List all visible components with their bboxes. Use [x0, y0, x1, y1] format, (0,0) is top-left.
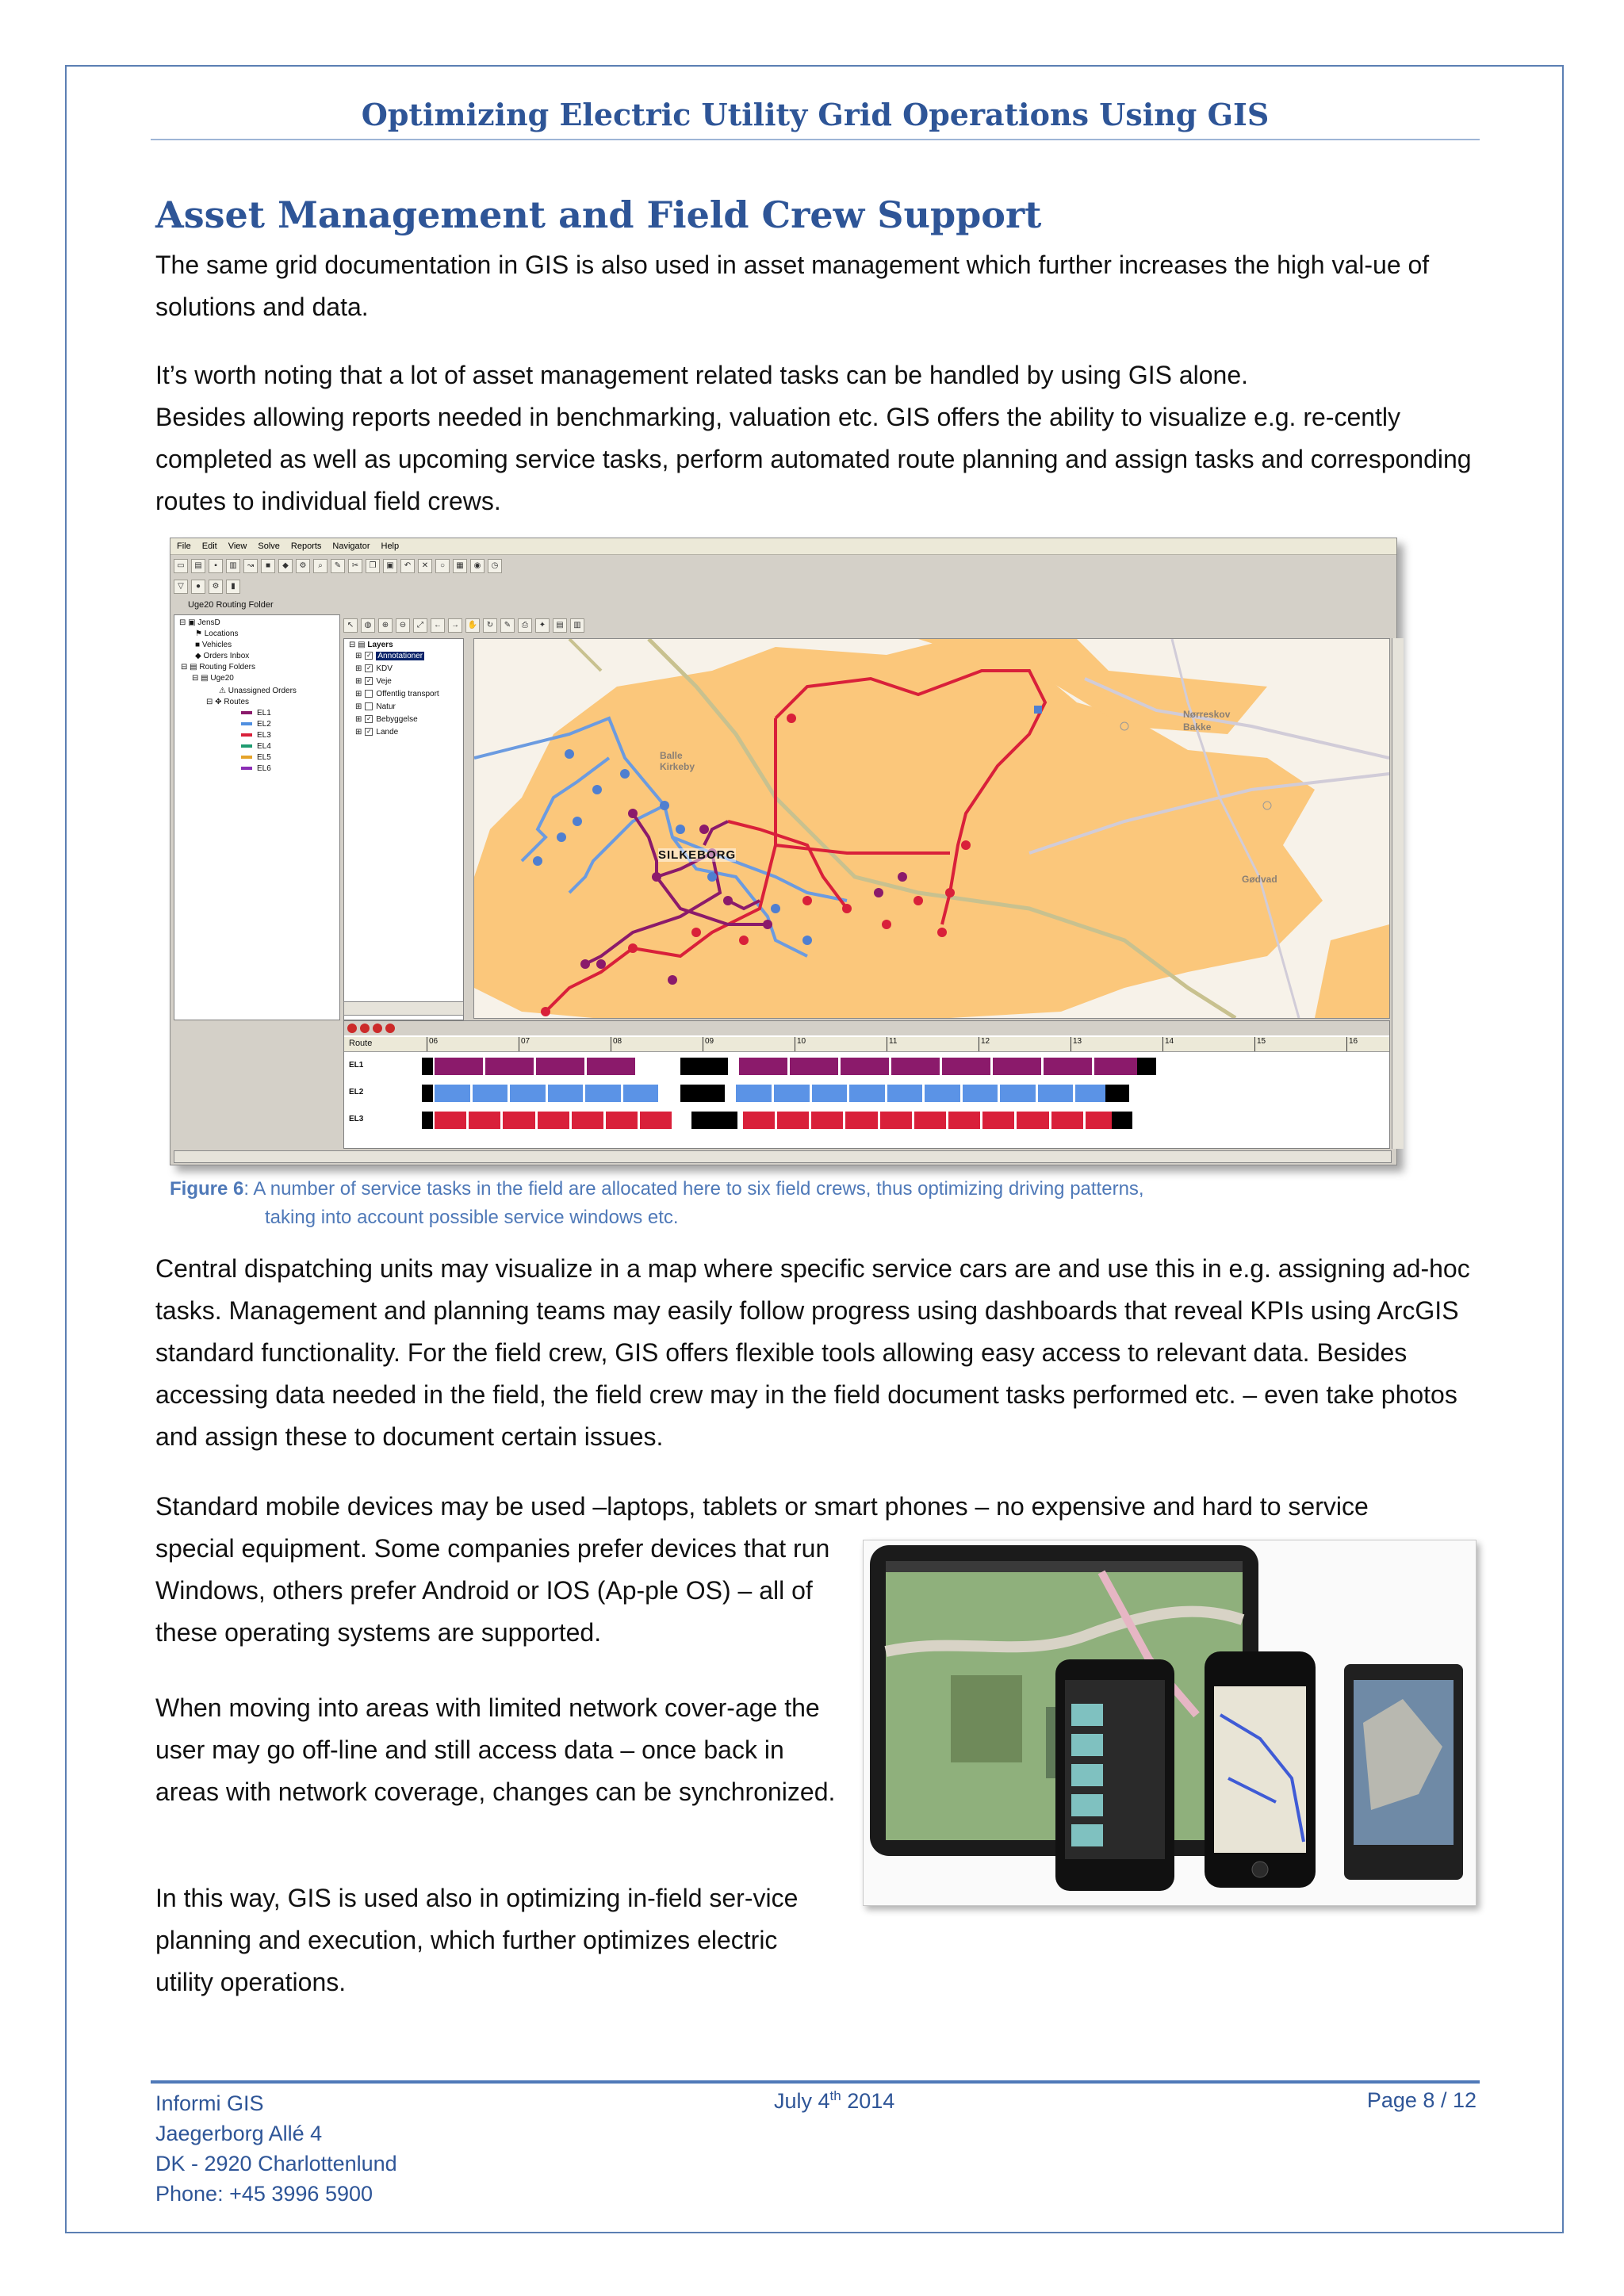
paragraph-7: In this way, GIS is used also in optimizing in-field ser-vice planning and execution, which further optimizes electric utility operations.	[155, 1884, 799, 1996]
paragraph-4: Standard mobile devices may be used –laptops, tablets or smart phones – no expensive and hard to service	[155, 1492, 1369, 1521]
new-icon[interactable]: ▭	[174, 559, 188, 573]
full-extent-icon[interactable]: ⤢	[413, 618, 427, 633]
gantt-service-block[interactable]	[587, 1058, 635, 1075]
gantt-row-label-el1: EL1	[349, 1061, 364, 1070]
footer-rule	[151, 2080, 1480, 2084]
stop-el3	[945, 888, 955, 897]
layer-checkbox[interactable]: ✓	[366, 728, 372, 736]
stop-el1	[723, 896, 733, 905]
gantt-service-block[interactable]	[536, 1058, 584, 1075]
layer-checkbox[interactable]: ✓	[366, 652, 372, 660]
stop-el3	[882, 920, 891, 929]
tree-route-el2[interactable]	[241, 720, 271, 729]
map-label-norreskov: Nørreskov	[1183, 709, 1231, 720]
gis-routing-app-screenshot	[170, 538, 1397, 1165]
layer-offentlig-transport[interactable]: ⊞ Offentlig transport	[355, 690, 439, 698]
gantt-service-block[interactable]	[812, 1085, 848, 1102]
stop-el3	[787, 714, 796, 723]
android-list-thumb	[1071, 1794, 1103, 1816]
route-map-view[interactable]	[473, 638, 1390, 1019]
stop-icon[interactable]: ◉	[470, 559, 485, 573]
gantt-service-block[interactable]	[585, 1085, 621, 1102]
gantt-hour-tick: 08	[611, 1037, 622, 1051]
open-icon[interactable]: ▤	[191, 559, 205, 573]
copy-icon[interactable]: ❐	[366, 559, 380, 573]
paragraph-2	[155, 354, 1478, 522]
gantt-service-block[interactable]	[1094, 1058, 1143, 1075]
gantt-service-block[interactable]	[1051, 1112, 1083, 1129]
map-toolbar	[343, 616, 1390, 635]
gantt-service-block[interactable]	[891, 1058, 940, 1075]
iphone-home-button	[1252, 1862, 1268, 1877]
tree-route-el4[interactable]	[241, 742, 271, 751]
layer-kdv-label: KDV	[376, 664, 393, 673]
stop-el3	[961, 840, 971, 850]
gantt-record-icon[interactable]	[385, 1024, 395, 1033]
stop-el2	[802, 936, 812, 945]
tree-route-el6[interactable]	[241, 764, 271, 773]
gantt-record-icon[interactable]	[373, 1024, 382, 1033]
vehicle-icon[interactable]: ■	[261, 559, 275, 573]
save-icon[interactable]: ▪	[209, 559, 223, 573]
gantt-service-block[interactable]	[548, 1085, 584, 1102]
footer-date-prefix: July 4	[774, 2089, 830, 2113]
map-label-godvad: Gødvad	[1242, 874, 1277, 885]
circle-icon[interactable]: ○	[435, 559, 450, 573]
layer-offentlig-label: Offentlig transport	[376, 690, 439, 698]
layers-panel	[343, 638, 464, 1020]
settings-icon[interactable]: ⚙	[209, 580, 223, 594]
gantt-toolbar	[344, 1021, 1389, 1035]
layers-title-label: Layers	[367, 641, 393, 649]
find-icon[interactable]: ⌕	[313, 559, 327, 573]
routing-folder-label: Uge20 Routing Folder	[188, 600, 274, 610]
tablet-status-bar	[886, 1561, 1243, 1572]
android-list-thumb	[1071, 1734, 1103, 1756]
tree-locations-label: Locations	[204, 629, 239, 638]
menu-file[interactable]: File	[177, 541, 191, 551]
route-icon[interactable]: ↝	[243, 559, 258, 573]
order-icon[interactable]: ◆	[278, 559, 293, 573]
layer-annotationer[interactable]: ⊞ ✓ Annotationer	[355, 652, 423, 660]
figure-caption-line-2: taking into account possible service windows etc.	[265, 1207, 679, 1228]
gantt-header	[344, 1037, 1389, 1052]
layer-natur[interactable]: ⊞ Natur	[355, 702, 396, 711]
gantt-service-block[interactable]	[942, 1058, 990, 1075]
layer-annotationer-label: Annotationer	[377, 652, 423, 660]
gantt-service-block[interactable]	[485, 1058, 534, 1075]
report-icon[interactable]: ▥	[570, 618, 584, 633]
route-el5-swatch	[241, 756, 252, 759]
route-el4-swatch	[241, 744, 252, 748]
gantt-service-block[interactable]	[538, 1112, 569, 1129]
gantt-service-block[interactable]	[774, 1085, 810, 1102]
stop-el1	[874, 888, 883, 897]
back-icon[interactable]: ←	[431, 618, 445, 633]
layer-checkbox[interactable]	[365, 690, 373, 698]
gantt-service-block[interactable]	[469, 1112, 500, 1129]
gantt-row-label-el2: EL2	[349, 1088, 364, 1096]
tools-icon[interactable]: ✎	[331, 559, 345, 573]
layer-lande-label: Lande	[376, 728, 399, 737]
stop-el3	[541, 1007, 550, 1016]
gantt-row-label-el3: EL3	[349, 1115, 364, 1123]
stop-el1	[628, 809, 638, 818]
gantt-service-block[interactable]	[887, 1085, 923, 1102]
layer-checkbox[interactable]: ✓	[366, 677, 372, 685]
tablet-map-block	[951, 1675, 1022, 1762]
gantt-hour-tick: 10	[795, 1037, 806, 1051]
folder-icon[interactable]: ▥	[226, 559, 240, 573]
figure-caption	[170, 1175, 1407, 1232]
delete-icon[interactable]: ✕	[418, 559, 432, 573]
tree-routing-folders[interactable]: ⊟ ▤ Routing Folders	[181, 663, 255, 672]
document-header-title: Optimizing Electric Utility Grid Operations Using GIS	[361, 97, 1270, 132]
gantt-service-block[interactable]	[743, 1112, 775, 1129]
menu-solve[interactable]: Solve	[258, 541, 280, 551]
select-arrow-icon[interactable]: ↖	[343, 618, 358, 633]
figure-caption-line-1: : A number of service tasks in the field are allocated here to six field crews, thus optimizing driving patterns,	[243, 1178, 1144, 1200]
layer-veje-label: Veje	[376, 677, 392, 686]
stop-el2	[565, 749, 574, 759]
footer-city: DK - 2920 Charlottenlund	[155, 2152, 397, 2175]
stop-el2	[573, 817, 582, 826]
route-el1-swatch	[241, 711, 252, 714]
layer-kdv[interactable]: ⊞ ✓ KDV	[355, 664, 393, 673]
gantt-end-block[interactable]	[1112, 1112, 1132, 1129]
paste-icon[interactable]: ▣	[383, 559, 397, 573]
map-label-balle: Balle	[660, 750, 683, 761]
route-el2-swatch	[241, 722, 252, 725]
stop-el3	[628, 943, 638, 953]
gantt-hour-tick: 06	[427, 1037, 438, 1051]
gantt-service-block[interactable]	[1044, 1058, 1092, 1075]
marker-icon[interactable]: ✦	[535, 618, 550, 633]
map-canvas	[474, 639, 1389, 1018]
stop-el3	[739, 936, 749, 945]
app-menubar	[170, 538, 1396, 555]
footer-phone: Phone: +45 3996 5900	[155, 2182, 373, 2206]
map-vertical-scrollbar[interactable]	[1392, 638, 1404, 1149]
undo-icon[interactable]: ↶	[400, 559, 415, 573]
zoom-out-icon[interactable]: ⊖	[396, 618, 410, 633]
tree-orders-label: Orders Inbox	[203, 652, 250, 660]
gantt-hour-tick: 11	[887, 1037, 897, 1051]
filter-icon[interactable]: ▽	[174, 580, 188, 594]
tree-route-el5[interactable]	[241, 753, 271, 762]
android-list-thumb	[1071, 1824, 1103, 1846]
stop-el1	[699, 825, 709, 834]
tree-locations[interactable]: ⚑ Locations	[195, 629, 239, 638]
stop-el2	[592, 785, 602, 794]
main-toolbar	[174, 557, 502, 576]
route-el3-label: EL3	[257, 731, 271, 740]
solve-icon[interactable]: ⚙	[296, 559, 310, 573]
gantt-service-block[interactable]	[739, 1058, 787, 1075]
route-el4-label: EL4	[257, 742, 271, 751]
gantt-service-block[interactable]	[963, 1085, 998, 1102]
footer-date	[774, 2088, 894, 2114]
stop-el1	[580, 959, 590, 969]
gantt-service-block[interactable]	[914, 1112, 946, 1129]
route-el6-label: EL6	[257, 764, 271, 773]
routing-tree-panel	[174, 614, 340, 1020]
tree-vehicles[interactable]: ■ Vehicles	[195, 641, 232, 649]
globe-icon[interactable]: ◍	[361, 618, 375, 633]
menu-help[interactable]: Help	[381, 541, 400, 551]
android-list-thumb	[1071, 1704, 1103, 1726]
footer-address-block	[155, 2088, 397, 2209]
layer-checkbox[interactable]: ✓	[366, 715, 372, 723]
table-icon[interactable]: ▤	[553, 618, 567, 633]
gantt-service-block[interactable]	[925, 1085, 960, 1102]
paragraph-3: Central dispatching units may visualize in a map where specific service cars are and use this in e.g. assigning ad-hoc tasks. Management and planning teams may easily follow progress using dashboards that reveal KPIs using ArcGIS standard functionality. For the field crew, GIS offers flexible tools allowing easy access to relevant data. Besides accessing data needed in the field, the field crew may in the field document tasks performed etc. – even take photos and assign these to document certain issues.	[155, 1254, 1470, 1451]
footer-company: Informi GIS	[155, 2091, 264, 2115]
section-heading: Asset Management and Field Crew Support	[155, 193, 1042, 236]
layer-natur-label: Natur	[376, 702, 396, 711]
tree-orders-inbox[interactable]: ◆ Orders Inbox	[195, 652, 250, 660]
tree-routes-label: Routes	[224, 698, 250, 706]
stop-el1	[652, 872, 661, 882]
tree-routing-folders-label: Routing Folders	[199, 663, 255, 672]
cut-icon[interactable]: ✂	[348, 559, 362, 573]
tree-route-el3[interactable]	[241, 731, 271, 740]
tree-vehicles-label: Vehicles	[201, 641, 232, 649]
gantt-break-block[interactable]	[680, 1058, 728, 1075]
gantt-service-block[interactable]	[880, 1112, 912, 1129]
stop-el2	[533, 856, 542, 866]
footer-date-suffix: 2014	[841, 2089, 895, 2113]
tree-uge20[interactable]: ⊟ ▤ Uge20	[192, 674, 234, 683]
gantt-service-block[interactable]	[435, 1112, 466, 1129]
refresh-icon[interactable]: ↻	[483, 618, 497, 633]
map-label-bakke: Bakke	[1183, 721, 1212, 733]
gantt-service-block[interactable]	[435, 1085, 470, 1102]
stop-el3	[691, 928, 701, 937]
layer-checkbox[interactable]	[365, 702, 373, 710]
gantt-service-block[interactable]	[572, 1112, 603, 1129]
menu-view[interactable]: View	[228, 541, 247, 551]
pan-icon[interactable]: ✋	[465, 618, 480, 633]
paragraph-5: special equipment. Some companies prefer devices that run Windows, others prefer Android or IOS (Ap-ple OS) – all of these operating systems are supported.	[155, 1534, 830, 1647]
gantt-hour-tick: 14	[1162, 1037, 1174, 1051]
gantt-end-block[interactable]	[1137, 1058, 1156, 1075]
gantt-service-block[interactable]	[982, 1112, 1014, 1129]
gantt-service-block[interactable]	[777, 1112, 809, 1129]
android-list-thumb	[1071, 1764, 1103, 1786]
gantt-pie-icon[interactable]	[347, 1024, 357, 1033]
gantt-service-block[interactable]	[510, 1085, 546, 1102]
gantt-start-block[interactable]	[422, 1085, 433, 1102]
stop-el2	[620, 769, 630, 779]
gantt-service-block[interactable]	[435, 1058, 483, 1075]
gantt-break-block[interactable]	[680, 1085, 725, 1102]
gantt-hour-tick: 09	[703, 1037, 714, 1051]
gantt-route-header: Route	[349, 1039, 373, 1048]
stop-el2	[707, 872, 717, 882]
route-el6-swatch	[241, 767, 252, 770]
app-horizontal-scrollbar[interactable]	[174, 1150, 1392, 1163]
gantt-service-block[interactable]	[623, 1085, 659, 1102]
gantt-stop-icon[interactable]	[360, 1024, 370, 1033]
tree-root[interactable]: ⊟ ▣ JensD	[179, 618, 220, 627]
tree-routes[interactable]: ⊟ ✥ Routes	[206, 698, 250, 706]
gantt-start-block[interactable]	[422, 1058, 433, 1075]
gantt-service-block[interactable]	[993, 1058, 1041, 1075]
gantt-hour-tick: 07	[519, 1037, 530, 1051]
iphone-screen	[1214, 1686, 1306, 1853]
menu-edit[interactable]: Edit	[201, 541, 217, 551]
tree-route-el1[interactable]	[241, 709, 271, 718]
depot-marker	[1034, 706, 1042, 714]
footer-page-number: Page 8 / 12	[1366, 2088, 1477, 2112]
footer-street: Jaegerborg Allé 4	[155, 2122, 323, 2145]
layer-lande[interactable]: ⊞ ✓ Lande	[355, 728, 399, 737]
layer-checkbox[interactable]: ✓	[366, 664, 372, 672]
edit-icon[interactable]: ✎	[500, 618, 515, 633]
tree-unassigned-label: Unassigned Orders	[228, 687, 297, 695]
mobile-devices-image	[863, 1540, 1477, 1906]
menu-navigator[interactable]: Navigator	[332, 541, 370, 551]
layers-title[interactable]: ⊟ ▤ Layers	[349, 641, 393, 649]
paragraph-2-line-b: Besides allowing reports needed in benchmarking, valuation etc. GIS offers the ability to visualize e.g. re-cently completed as well as upcoming service tasks, perform automated route planning and assign tasks and corresponding routes to individual field crews.	[155, 403, 1472, 515]
stop-el2	[771, 904, 780, 913]
menu-reports[interactable]: Reports	[290, 541, 322, 551]
tree-unassigned-orders[interactable]: ⚠ Unassigned Orders	[219, 687, 297, 695]
mobile-devices-illustration	[864, 1540, 1476, 1905]
paragraph-2-line-a: It’s worth noting that a lot of asset management related tasks can be handled by using GIS alone.	[155, 361, 1249, 389]
layer-bebyggelse[interactable]: ⊞ ✓ Bebyggelse	[355, 715, 418, 724]
gantt-service-block[interactable]	[811, 1112, 843, 1129]
map-label-kirkeby: Kirkeby	[660, 761, 695, 772]
stop-el1	[596, 959, 606, 969]
figure-label: Figure 6	[170, 1178, 244, 1200]
gantt-service-block[interactable]	[503, 1112, 534, 1129]
gantt-hour-tick: 15	[1254, 1037, 1266, 1051]
gantt-service-block[interactable]	[606, 1112, 638, 1129]
stop-el1	[898, 872, 907, 882]
chart-icon[interactable]: ▦	[453, 559, 467, 573]
record-icon[interactable]: ●	[191, 580, 205, 594]
route-schedule-gantt	[343, 1020, 1390, 1149]
tree-uge20-label: Uge20	[210, 674, 234, 683]
forward-icon[interactable]: →	[448, 618, 462, 633]
gantt-hour-tick: 13	[1071, 1037, 1082, 1051]
gantt-service-block[interactable]	[1038, 1085, 1074, 1102]
paragraph-6: When moving into areas with limited network cover-age the user may go off-line and still access data – once back in areas with network coverage, changes can be synchronized.	[155, 1693, 836, 1806]
gantt-service-block[interactable]	[473, 1085, 508, 1102]
stop-el1	[668, 975, 677, 985]
header-rule	[151, 139, 1480, 140]
route-el2-label: EL2	[257, 720, 271, 729]
gantt-service-block[interactable]	[1000, 1085, 1036, 1102]
gantt-hour-tick: 12	[979, 1037, 990, 1051]
footer-date-sup: th	[829, 2088, 841, 2103]
stop-el2	[676, 825, 685, 834]
gantt-service-block[interactable]	[1017, 1112, 1048, 1129]
tree-root-label: JensD	[197, 618, 220, 627]
stop-el3	[914, 896, 923, 905]
route-el1-label: EL1	[257, 709, 271, 718]
gantt-end-block[interactable]	[1105, 1085, 1129, 1102]
stop-el3	[802, 896, 812, 905]
gantt-start-block[interactable]	[422, 1112, 433, 1129]
gantt-service-block[interactable]	[841, 1058, 889, 1075]
stop-el1	[763, 920, 772, 929]
stop-el3	[842, 904, 852, 913]
print-icon[interactable]: ⎙	[518, 618, 532, 633]
route-el5-label: EL5	[257, 753, 271, 762]
gantt-service-block[interactable]	[640, 1112, 672, 1129]
urban-area-east	[1315, 924, 1389, 1018]
stop-el3	[937, 928, 947, 937]
stop-el2	[660, 801, 669, 810]
bar-chart-icon[interactable]: ▮	[226, 580, 240, 594]
clock-icon[interactable]: ◷	[488, 559, 502, 573]
gantt-service-block[interactable]	[790, 1058, 838, 1075]
gantt-service-block[interactable]	[736, 1085, 772, 1102]
gantt-service-block[interactable]	[948, 1112, 980, 1129]
route-el3-swatch	[241, 733, 252, 737]
layer-bebyggelse-label: Bebyggelse	[376, 715, 418, 724]
paragraph-1: The same grid documentation in GIS is also used in asset management which further increases the high val-ue of solutions and data.	[155, 251, 1430, 321]
gantt-service-block[interactable]	[845, 1112, 877, 1129]
main-road	[569, 639, 601, 671]
zoom-in-icon[interactable]: ⊕	[378, 618, 393, 633]
gantt-hour-tick: 16	[1346, 1037, 1358, 1051]
map-label-silkeborg: SILKEBORG	[658, 848, 737, 862]
secondary-toolbar	[174, 577, 240, 596]
layer-veje[interactable]: ⊞ ✓ Veje	[355, 677, 392, 686]
gantt-break-block[interactable]	[691, 1112, 737, 1129]
layers-horizontal-scrollbar[interactable]	[343, 1001, 464, 1016]
gantt-service-block[interactable]	[849, 1085, 885, 1102]
stop-el2	[557, 832, 566, 842]
